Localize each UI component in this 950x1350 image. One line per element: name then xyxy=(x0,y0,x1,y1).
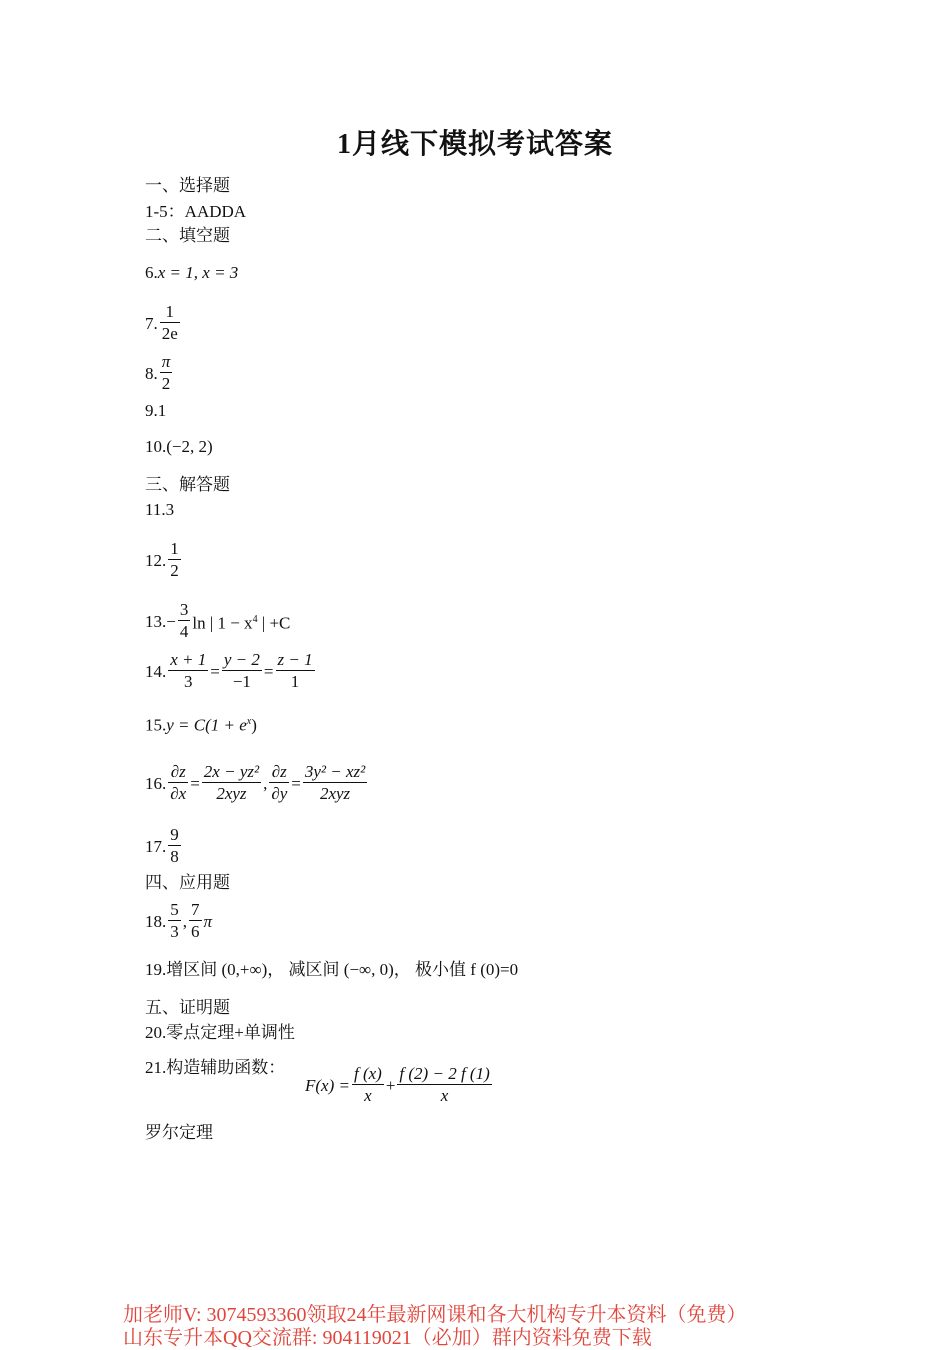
section-proof: 五、证明题 xyxy=(145,998,230,1017)
answer-21-formula xyxy=(305,1064,494,1107)
answer-8-num: π xyxy=(161,352,171,371)
answer-18-frac1 xyxy=(168,900,181,943)
answer-21-n1: f (x) xyxy=(353,1064,382,1083)
answer-13-den: 4 xyxy=(179,622,189,641)
answer-16-rhs1 xyxy=(202,762,261,805)
answer-18-label: 18. xyxy=(145,911,167,931)
answer-16-n3: ∂z xyxy=(269,762,289,783)
answer-10-value: (−2, 2) xyxy=(166,437,213,456)
answer-16-n4: 3y² − xz² xyxy=(304,762,366,781)
answer-21-tail: 罗尔定理 xyxy=(145,1123,213,1142)
answer-14-frac-z xyxy=(276,650,315,693)
answer-13-fraction xyxy=(178,600,191,643)
footer-line-1: 加老师V: 3074593360领取24年最新网课和各大机构专升本资料（免费） xyxy=(123,1304,747,1326)
answer-7-den: 2e xyxy=(161,324,178,343)
answer-15 xyxy=(145,712,257,736)
answer-8-den: 2 xyxy=(161,374,171,393)
answer-21-frac2 xyxy=(397,1064,491,1107)
answer-7-fraction xyxy=(160,302,180,345)
answer-21-lhs: F(x) = xyxy=(305,1075,350,1095)
answer-21-plus: + xyxy=(385,1075,396,1095)
answer-16-n2: 2x − yz² xyxy=(203,762,260,781)
answer-14-frac-x xyxy=(168,650,208,693)
answer-18-n2: 7 xyxy=(191,900,200,919)
answer-21-d2: x xyxy=(440,1086,449,1105)
section-fill: 二、填空题 xyxy=(145,226,230,245)
answer-16-rhs2 xyxy=(303,762,367,805)
answer-17-fraction xyxy=(168,825,181,868)
answer-10-label: 10. xyxy=(145,437,167,456)
answer-13 xyxy=(145,600,290,643)
answer-18-pi: π xyxy=(203,911,213,931)
answer-15-close: ) xyxy=(251,715,257,735)
answer-8 xyxy=(145,352,174,395)
answer-14-eq2: = xyxy=(263,661,274,681)
answer-17-den: 8 xyxy=(170,847,179,866)
section-choice: 一、选择题 xyxy=(145,176,230,195)
answer-16-dzdy xyxy=(269,762,289,805)
footer-line-2: 山东专升本QQ交流群: 904119021（必加）群内资料免费下载 xyxy=(123,1327,652,1349)
answer-16-d1: ∂x xyxy=(170,784,187,803)
answer-16-dzdx xyxy=(168,762,188,805)
answer-16: 16. $\frac{\partial z}{\partial x}$ = $\frac{\text{2x − yz²}}{\text{2xyz}}$ , $\frac{\partial z}{\partial y}$ = $\frac{\text{3y² − xz²}}{\text{2xyz}}$ xyxy=(145,762,366,803)
section-solve: 三、解答题 xyxy=(145,475,230,494)
answer-14-frac-y xyxy=(222,650,262,693)
answer-19: 19.增区间 (0,+∞)， 减区间 (−∞, 0)， 极小值 f (0)=0 xyxy=(145,960,519,979)
answer-14-n2: y − 2 xyxy=(223,650,260,669)
answer-1-5: 1-5：AADDA xyxy=(145,202,247,221)
answer-8-label: 8. xyxy=(145,363,158,383)
answer-14-d1: 3 xyxy=(184,672,193,691)
answer-16-d2: 2xyz xyxy=(216,784,247,803)
answer-13-sign: − xyxy=(166,611,176,631)
answer-7-label: 7. xyxy=(145,313,158,333)
answer-7-num: 1 xyxy=(160,302,180,323)
answer-6-label: 6. xyxy=(145,263,158,282)
answer-14-label: 14. xyxy=(145,661,167,681)
answer-12-den: 2 xyxy=(170,561,179,580)
answer-17-label: 17. xyxy=(145,836,167,856)
page-title: 1月线下模拟考试答案 xyxy=(336,129,613,160)
answer-16-label: 16. xyxy=(145,773,167,793)
answer-21-d1: x xyxy=(364,1086,372,1105)
answer-18-d2: 6 xyxy=(191,922,200,941)
answer-7 xyxy=(145,302,182,345)
answer-14-n1: x + 1 xyxy=(170,650,207,669)
answer-13-tail: | +C xyxy=(257,613,291,633)
answer-6 xyxy=(145,263,238,283)
answer-12-num: 1 xyxy=(170,539,179,558)
answer-14-eq1: = xyxy=(210,661,220,681)
answer-14-n3: z − 1 xyxy=(277,650,313,669)
answer-16-d3: ∂y xyxy=(271,784,288,803)
answer-17-num: 9 xyxy=(170,825,179,844)
answer-14 xyxy=(145,650,317,693)
answer-18: 18. $\frac{5}{3}$ , $\frac{7}{6}$ π xyxy=(145,900,213,941)
answer-9: 9.1 xyxy=(145,401,167,420)
answer-10 xyxy=(145,437,213,457)
answer-12-label: 12. xyxy=(145,550,167,570)
answer-12 xyxy=(145,539,183,582)
answer-14-d2: −1 xyxy=(232,672,251,691)
answer-13-num: 3 xyxy=(179,600,189,619)
answer-21-label: 21.构造辅助函数： xyxy=(145,1058,286,1077)
answer-18-n1: 5 xyxy=(170,900,179,919)
answer-13-sup: 4 xyxy=(252,613,258,625)
answer-21-frac1 xyxy=(352,1064,384,1107)
answer-17 xyxy=(145,825,183,868)
answer-16-d4: 2xyz xyxy=(319,784,351,803)
section-application: 四、应用题 xyxy=(145,873,230,892)
answer-15-sup: x xyxy=(246,716,252,727)
answer-18-frac2 xyxy=(189,900,202,943)
answer-8-fraction xyxy=(160,352,173,395)
answer-21-n2: f (2) − 2 f (1) xyxy=(399,1064,490,1083)
answer-13-log: ln | 1 − x xyxy=(192,613,253,633)
answer-11: 11.3 xyxy=(145,500,175,519)
answer-20: 20.零点定理+单调性 xyxy=(145,1023,295,1042)
answer-16-n1: ∂z xyxy=(168,762,188,783)
answer-18-d1: 3 xyxy=(170,922,179,941)
answer-6-value: x = 1, x = 3 xyxy=(157,263,239,282)
answer-14-d3: 1 xyxy=(290,672,300,691)
answer-12-fraction xyxy=(168,539,181,582)
answer-15-label: 15. xyxy=(145,715,167,735)
answer-15-expr: y = C(1 + e xyxy=(166,715,247,735)
answer-13-label: 13. xyxy=(145,611,167,631)
